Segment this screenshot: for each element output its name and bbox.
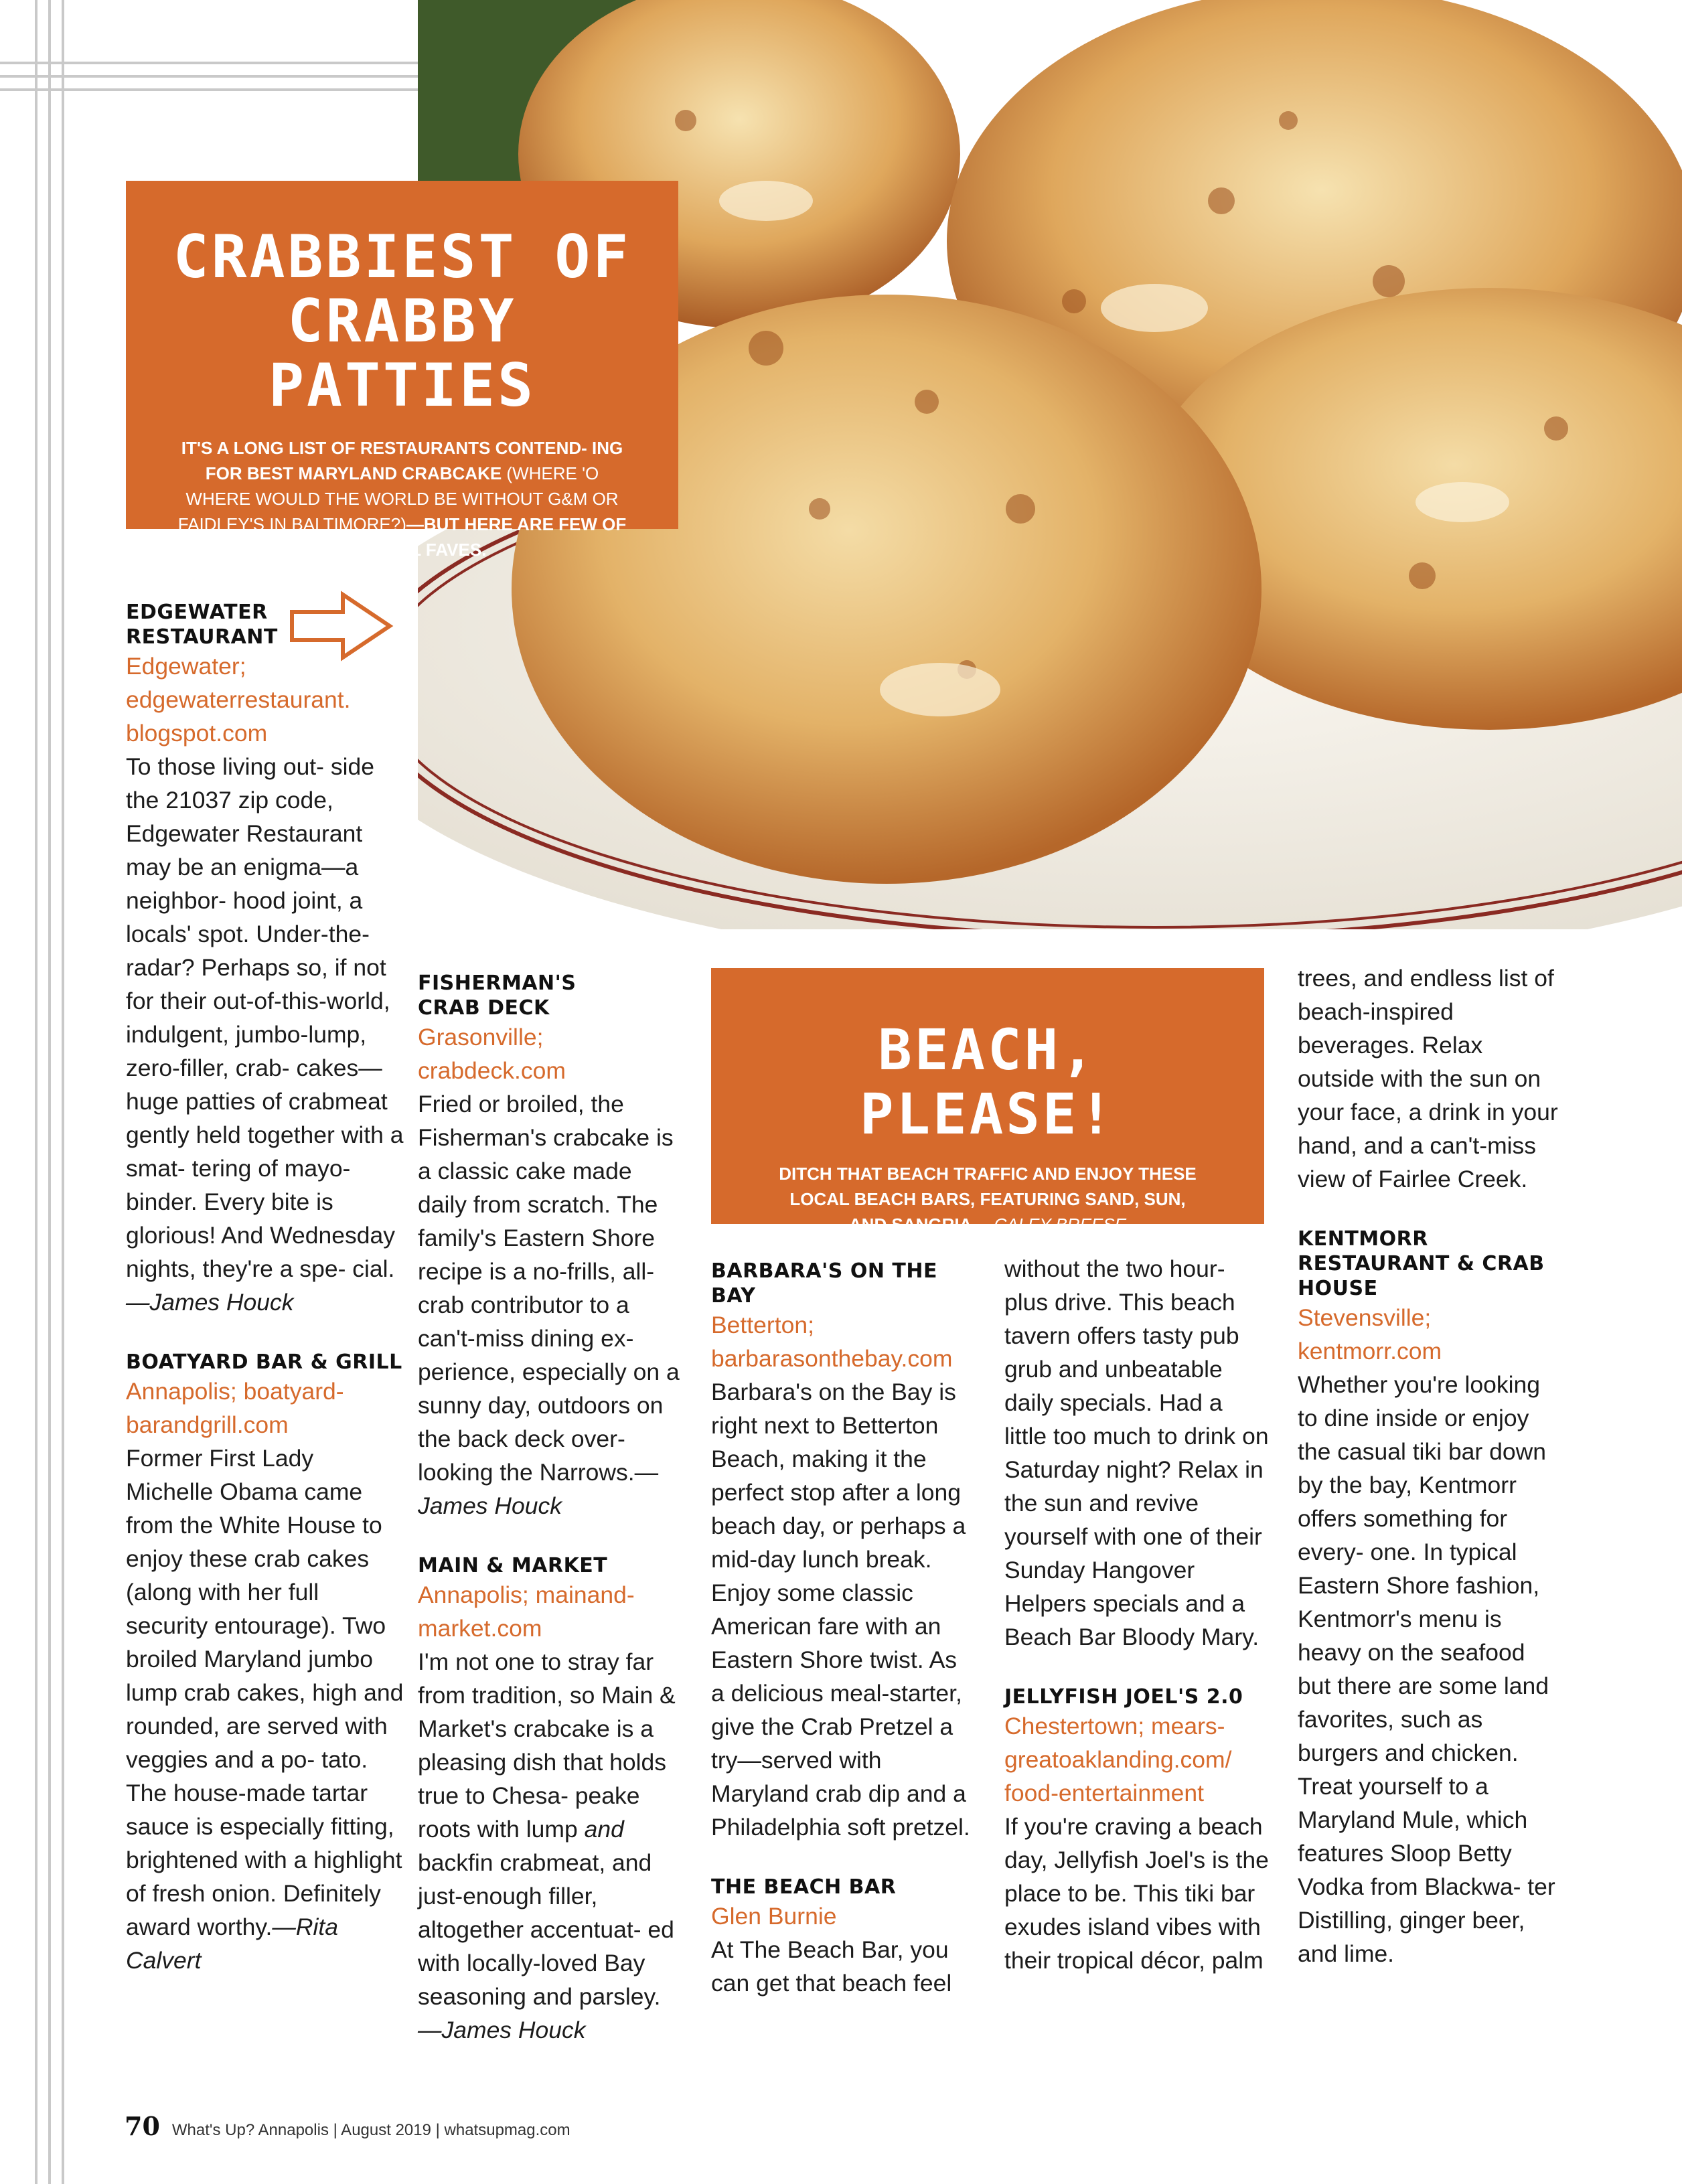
restaurant-review	[126, 1441, 407, 1977]
review-body: If you're craving a beach day, Jellyfish Joel's is the place to be. This tiki bar exudes island vibes with their tropical décor, palm	[1004, 1813, 1269, 1974]
column-5	[1298, 961, 1562, 1970]
review-body: Former First Lady Michelle Obama came from the White House to enjoy these crab cakes (along with her full security entourage). Two broiled Maryland jumbo lump crab cakes, high and rounded, are served with veggies and a po- tato. The house-made tartar sauce is especially fitting, brightened with a highlight of fresh onion. Definitely award worthy.	[126, 1445, 404, 1940]
beach-deck-bold: DITCH THAT BEACH TRAFFIC AND ENJOY THESE LOCAL BEACH BARS, FEATURING SAND, SUN, AND SANGRIA.	[779, 1164, 1197, 1235]
left-rule-2	[48, 0, 51, 2184]
page-number: 70	[125, 2111, 160, 2141]
restaurant-name: THE BEACH BAR	[711, 1875, 897, 1899]
left-rule-3	[62, 0, 64, 2184]
beach-headline: BEACH, PLEASE!	[859, 1017, 1116, 1147]
restaurant-location: Grasonville; crabdeck.com	[418, 1024, 566, 1084]
restaurant-name: JELLYFISH JOEL'S 2.0	[1004, 1685, 1243, 1709]
entry-main-market	[418, 1553, 682, 2047]
beach-panel	[711, 968, 1264, 1235]
headline-line-1: CRABBIEST OF	[173, 222, 631, 291]
restaurant-name: KENTMORR RESTAURANT & CRAB HOUSE	[1298, 1227, 1545, 1300]
top-rule-1	[0, 62, 418, 64]
restaurant-location: Glen Burnie	[711, 1903, 837, 1930]
entry-beach-bar	[711, 1875, 976, 2000]
column-2	[418, 971, 682, 2047]
review-body: I'm not one to stray far from tradition, so Main & Market's crabcake is a pleasing dish that holds true to Chesa- peake roots with lump	[418, 1648, 676, 1843]
header-deck	[153, 435, 652, 562]
beach-deck-author: —CALEY BREESE	[976, 1215, 1127, 1235]
top-rule-2	[0, 75, 418, 78]
header-panel	[126, 181, 678, 560]
review-body-cont: backfin crabmeat, and just-enough filler, altogether accentuat- ed with locally-loved Bay seasoning and parsley.	[418, 1849, 674, 2010]
review-body: Whether you're looking to dine inside or enjoy the casual tiki bar down by the bay, Kentmorr offers something for every- one. In typical Eastern Shore fashion, Kentmorr's menu is heavy on the seafood but there are some land favorites, such as burgers and chicken. Treat yourself to a Maryland Mule, which features Sloop Betty Vodka from Blackwa- ter Distilling, ginger beer, and lime.	[1298, 1371, 1555, 1967]
column-4	[1004, 1252, 1269, 1977]
page-footer	[125, 2111, 570, 2141]
entry-boatyard	[126, 1350, 407, 1977]
column-1	[126, 600, 407, 1977]
column-3	[711, 1259, 976, 2000]
beach-deck	[738, 1161, 1237, 1237]
review-body: To those living out- side the 21037 zip code, Edgewater Restaurant may be an enigma—a neighbor- hood joint, a locals' spot. Under-the-radar? Perhaps so, if not for their out-of-this-world, indulgent, jumbo-lump, zero-filler, crab- cakes—huge patties of crabmeat gently held together with a smat- tering of mayo-binder. Every bite is glorious! And Wednesday nights, they're a spe- cial.	[126, 753, 404, 1282]
restaurant-review	[418, 1087, 682, 1523]
headline-line-2: CRABBY PATTIES	[269, 287, 536, 420]
header-deck-bold-1: IT'S A LONG LIST OF RESTAURANTS CONTEND- ING FOR BEST MARYLAND CRABCAKE	[181, 438, 623, 483]
entry-jellyfish-joels	[1004, 1685, 1269, 1977]
review-body: Barbara's on the Bay is right next to Betterton Beach, making it the perfect stop after a long beach day, or perhaps a mid-day lunch break. Enjoy some classic American fare with an Eastern Shore twist. As a delicious meal-starter, give the Crab Pretzel a try—served with Maryland crab dip and a Philadelphia soft pretzel.	[711, 1379, 970, 1841]
review-body: At The Beach Bar, you can get that beach feel	[711, 1936, 952, 1997]
restaurant-review	[126, 750, 407, 1319]
review-body-continued: without the two hour- plus drive. This beach tavern offers tasty pub grub and unbeatable daily specials. Had a little too much to drink on Saturday night? Relax in the sun and revive yourself with one of their Sunday Hangover Helpers specials and a Beach Bar Bloody Mary.	[1004, 1255, 1269, 1650]
footer-text: What's Up? Annapolis | August 2019 | whatsupmag.com	[171, 2121, 570, 2139]
review-emphasis: and	[584, 1816, 624, 1843]
review-body-continued: trees, and endless list of beach-inspired beverages. Relax outside with the sun on your face, a drink in your hand, and a can't-miss view of Fairlee Creek.	[1298, 965, 1558, 1192]
restaurant-location: Annapolis; mainand- market.com	[418, 1581, 635, 1642]
restaurant-location: Stevensville; kentmorr.com	[1298, 1304, 1442, 1364]
restaurant-name: FISHERMAN'S	[418, 971, 577, 995]
review-author: —Rita Calvert	[126, 1914, 338, 1974]
header-deck-bold-2: —BUT HERE ARE FEW OF OUR LOCAL FAVES.	[317, 514, 627, 560]
review-author: —James Houck	[418, 2017, 586, 2043]
top-rule-3	[0, 88, 418, 91]
review-author: —James Houck	[126, 1289, 294, 1316]
entry-fishermans	[418, 971, 682, 1523]
restaurant-name-line-2: CRAB DECK	[418, 996, 550, 1020]
entry-barbaras	[711, 1259, 976, 1844]
entry-edgewater	[126, 600, 407, 1319]
entry-kentmorr	[1298, 1227, 1562, 1970]
header-deck-light: (WHERE 'O WHERE WOULD THE WORLD BE WITHOUT G&M OR FAIDLEY'S IN BALTIMORE?)	[177, 463, 619, 534]
left-rule-1	[35, 0, 37, 2184]
restaurant-location: Chestertown; mears- greatoaklanding.com/ food-entertainment	[1004, 1713, 1232, 1806]
restaurant-review	[418, 1645, 682, 2047]
restaurant-name-line-2: RESTAURANT	[126, 625, 278, 649]
restaurant-name: BOATYARD BAR & GRILL	[126, 1350, 402, 1374]
restaurant-location: Edgewater; edgewaterrestaurant. blogspot.com	[126, 653, 351, 747]
restaurant-name: MAIN & MARKET	[418, 1554, 608, 1577]
restaurant-location: Annapolis; boatyard- barandgrill.com	[126, 1378, 344, 1438]
review-body: Fried or broiled, the Fisherman's crabcake is a classic cake made daily from scratch. The family's Eastern Shore recipe is a no-frills, all-crab contributor to a can't-miss dining ex- perience, especially on a sunny day, outdoors on the back deck over- looking the Narrows.—	[418, 1091, 680, 1486]
restaurant-location: Betterton; barbarasonthebay.com	[711, 1312, 953, 1372]
restaurant-name: EDGEWATER	[126, 601, 268, 624]
restaurant-name: BARBARA'S ON THE BAY	[711, 1259, 937, 1308]
review-author: James Houck	[418, 1492, 562, 1519]
